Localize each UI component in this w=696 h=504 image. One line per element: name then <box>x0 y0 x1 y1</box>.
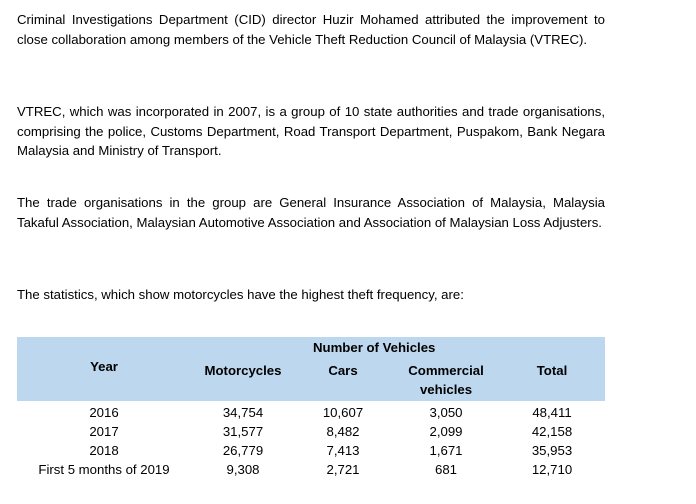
table-row <box>17 460 605 479</box>
cell-year: 2018 <box>89 443 119 458</box>
table-row <box>17 422 605 441</box>
cell-cars: 8,482 <box>326 424 360 439</box>
cell-year: 2016 <box>89 405 119 420</box>
cell-commercial: 2,099 <box>429 424 463 439</box>
cell-motorcycles: 34,754 <box>222 405 264 420</box>
paragraph-vtrec-members: VTREC, which was incorporated in 2007, is a group of 10 state authorities and trade organisations, comprising the police, Customs Department, Road Transport Department, Puspakom, Bank Negara Malaysia and Ministry of Transport. <box>17 104 605 158</box>
cell-year: 2017 <box>89 424 119 439</box>
cell-motorcycles: 26,779 <box>222 443 264 458</box>
cell-cars: 7,413 <box>326 443 360 458</box>
header-number-of-vehicles: Number of Vehicles <box>313 340 436 355</box>
header-vehicles: vehicles <box>419 382 473 397</box>
cell-cars: 10,607 <box>322 405 364 420</box>
table-row <box>17 403 605 422</box>
paragraph-cid-director: Criminal Investigations Department (CID) director Huzir Mohamed attributed the improvement to close collaboration among members of the Vehicle Theft Reduction Council of Malaysia (VTREC). <box>17 12 605 47</box>
paragraph-trade-organisations: The trade organisations in the group are General Insurance Association of Malaysia, Malaysia Takaful Association, Malaysian Automotive Association and Association of Malaysian Loss Adjusters. <box>17 195 605 230</box>
paragraph-statistics-intro: The statistics, which show motorcycles have the highest theft frequency, are: <box>17 287 464 302</box>
vehicle-theft-table <box>17 337 605 487</box>
cell-commercial: 681 <box>434 462 457 477</box>
cell-motorcycles: 31,577 <box>222 424 264 439</box>
cell-year: First 5 months of 2019 <box>38 462 170 477</box>
cell-total: 35,953 <box>531 443 573 458</box>
cell-motorcycles: 9,308 <box>226 462 260 477</box>
cell-total: 48,411 <box>532 405 572 420</box>
cell-cars: 2,721 <box>326 462 360 477</box>
cell-commercial: 3,050 <box>429 405 463 420</box>
header-total: Total <box>536 363 568 378</box>
header-motorcycles: Motorcycles <box>204 363 282 378</box>
header-commercial: Commercial <box>408 363 484 378</box>
header-year: Year <box>90 359 118 374</box>
cell-commercial: 1,671 <box>429 443 463 458</box>
table-row <box>17 441 605 460</box>
table-header <box>17 337 605 401</box>
header-cars: Cars <box>328 363 358 378</box>
cell-total: 42,158 <box>531 424 573 439</box>
cell-total: 12,710 <box>531 462 573 477</box>
